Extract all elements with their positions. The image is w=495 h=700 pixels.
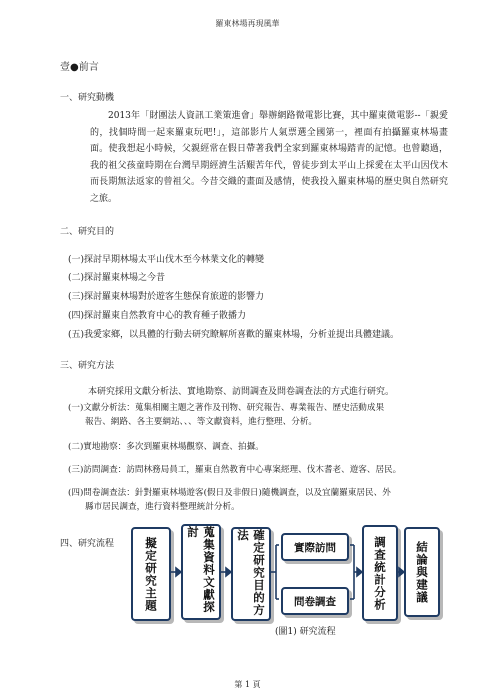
running-header: 羅東林場再現風華 — [215, 19, 280, 28]
page-number: 第 1 頁 — [234, 680, 261, 689]
method-1-line: (一)文獻分析法：蒐集相關主題之著作及刊物、研究報告、專業報告、歷史活動成果 — [68, 403, 385, 413]
arrow-merge-icon — [350, 545, 357, 599]
section-title: 壹●前言 — [60, 62, 99, 73]
method-4-line: (四)問卷調查法：針對羅東林場遊客(假日及非假日)隨機調查，以及宜蘭羅東居民、外 — [68, 488, 391, 498]
purpose-item-5: (五)我愛家鄉，以具體的行動去研究瞭解所喜歡的羅東林場，分析並提出具體建議。 — [68, 330, 400, 340]
figure-caption: (圖1) 研究流程 — [275, 627, 336, 637]
method-1-continuation: 報告、網路、各主要網站、、、等文獻資料，進行整理、分析。 — [85, 417, 318, 427]
method-intro: 本研究採用文獻分析法、實地勘察、訪問調查及問卷調查法的方式進行研究。 — [88, 387, 395, 397]
heading-process: 四、研究流程 — [60, 539, 115, 549]
arrow-head-icon — [357, 568, 362, 576]
purpose-item-3: (三)探討羅東林場對於遊客生態保育旅遊的影響力 — [68, 292, 265, 302]
flow-box-4a-label: 實際訪問 — [294, 541, 336, 554]
flow-box-4b-label: 問卷調查 — [294, 595, 336, 608]
motive-paragraph: 2013年「財團法人資訊工業策進會」舉辦網路微電影比賽，其中羅東微電影--「親愛的，找個時間一起來羅東玩吧!」，這部影片人氣票選全國第一，裡面有拍攝羅東林場畫面。使我想起小時候，父親經常在假日帶著我們全家到羅東林場踏青的記憶。也曾聽過，我的祖父孩童時期在台灣早期經濟生活艱苦年代，曾徒步到太平山上採愛在太平山因伐木而長期無法返家的曾祖父。今昔交織的畫面及感情，使我投入羅東林場的歷史與自然研究之旅。 — [90, 111, 448, 204]
method-3-line: (三)訪問調查：訪問林務局員工，羅東自然教育中心專案經理、伐木耆老、遊客、居民。 — [68, 465, 402, 475]
purpose-item-1: (一)探討早期林場太平山伐木至今林業文化的轉變 — [68, 255, 265, 265]
heading-motive: 一、研究動機 — [60, 93, 115, 103]
arrow-right-icon — [398, 568, 404, 576]
flow-box-6-label: 結論與建議 — [415, 540, 429, 604]
arrow-right-icon — [171, 568, 181, 576]
arrow-split-icon — [271, 545, 279, 599]
flow-box-2-label: 蒐集資料文獻探討 — [186, 526, 216, 614]
method-2-line: (二)實地勘察：多次到羅東林場觀察、調查、拍攝。 — [68, 442, 264, 452]
heading-method: 三、研究方法 — [60, 361, 115, 371]
purpose-item-4: (四)探討羅東自然教育中心的教育種子散播力 — [68, 311, 247, 321]
heading-purpose: 二、研究目的 — [60, 227, 115, 237]
purpose-item-2: (二)探討羅東林場之今昔 — [68, 273, 166, 283]
arrow-right-icon — [221, 568, 231, 576]
flow-box-5-label: 調查統計分析 — [373, 535, 387, 611]
flow-box-3-label: 確定研究目的方法 — [236, 529, 266, 617]
method-4-continuation: 縣市居民調查，進行資料整理統計分析。 — [85, 502, 240, 512]
flow-box-1-label: 擬定研究主題 — [144, 536, 158, 612]
